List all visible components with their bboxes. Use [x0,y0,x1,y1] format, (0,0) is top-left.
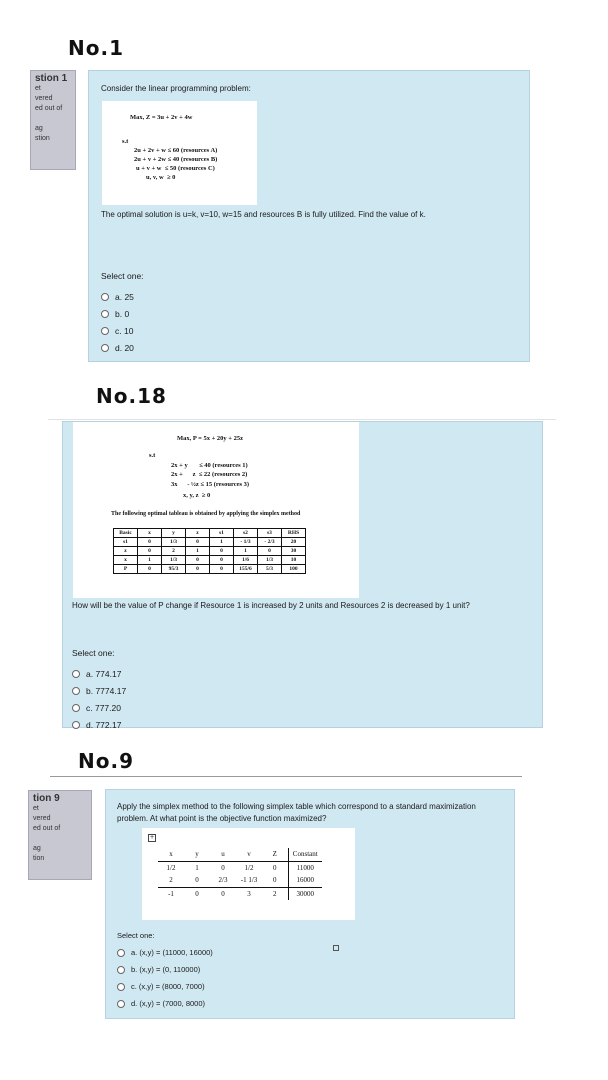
question-info-panel-1 [30,70,76,170]
table-cell: 0 [221,889,225,898]
question-statement: The optimal solution is u=k, v=10, w=15 and resources B is fully utilized. Find the value of k. [101,210,426,219]
option-label: d. (x,y) = (7000, 8000) [131,999,205,1008]
simplex-table-image [142,828,355,920]
optimal-tableau [113,528,306,574]
move-handle-icon[interactable]: + [149,834,155,841]
table-header-cell: s1 [210,529,234,538]
question-status-line: et [35,85,41,92]
option-label: c. (x,y) = (8000, 7000) [131,982,205,991]
option-label: d. 20 [115,342,134,353]
table-row [158,861,322,874]
question-panel-18 [62,421,543,728]
table-cell: 30 [282,547,306,556]
table-row [114,547,306,556]
question-status-line: vered [35,95,53,102]
option-label: d. 772.17 [86,719,122,730]
table-cell: x [114,556,138,565]
answer-options [117,931,213,1012]
table-header-cell: x [158,848,184,861]
table-cell: 1/3 [258,556,282,565]
table-cell: 0 [138,565,162,574]
table-header-cell: y [184,848,210,861]
table-cell: - 1/3 [234,538,258,547]
table-header-cell: y [162,529,186,538]
flag-question-link[interactable]: tion [33,855,45,862]
resize-handle-icon[interactable] [333,945,339,951]
table-cell: 0 [262,874,288,887]
answer-option-d[interactable] [117,995,213,1012]
flag-question-link[interactable]: stion [35,135,50,142]
option-label: a. (x,y) = (11000, 16000) [131,948,213,957]
table-cell: 0 [195,889,199,898]
table-cell: 30000 [296,889,314,898]
table-cell: 0 [221,863,225,872]
table-cell: 0 [138,538,162,547]
tableau-caption: The following optimal tableau is obtained by applying the simplex method [111,511,301,517]
answer-option-a[interactable] [117,944,213,961]
table-row [158,874,322,887]
table-cell: 1/2 [244,863,254,872]
table-header-cell: x [138,529,162,538]
table-header-cell: Basic [114,529,138,538]
table-cell: 2 [162,547,186,556]
radio-button[interactable] [72,704,80,712]
flag-question-link[interactable]: ag [35,125,43,132]
flag-question-link[interactable]: ag [33,845,41,852]
lp-objective: Max, P = 5x + 20y + 25z [177,435,243,442]
table-cell: 1 [234,547,258,556]
lp-st-label: s.t [122,138,129,145]
table-cell: 0 [186,565,210,574]
table-cell: 1 [210,538,234,547]
section-heading-9: No.9 [78,749,134,773]
option-label: b. (x,y) = (0, 110000) [131,965,201,974]
table-cell: 0 [186,538,210,547]
lp-objective: Max, Z = 3u + 2v + 4w [130,114,193,121]
table-header-cell: z [186,529,210,538]
table-header-cell: RHS [282,529,306,538]
table-row [114,556,306,565]
section-heading-18: No.18 [96,384,167,408]
table-header-cell: Z [262,848,288,861]
table-cell: 0 [262,861,288,874]
select-one-label: Select one: [101,271,144,281]
answer-options [72,648,126,733]
question-panel-9 [105,789,515,1019]
table-row [158,887,322,900]
lp-constraint: 2x + z ≤ 22 (resources 2) [171,471,248,478]
table-cell: P [114,565,138,574]
answer-option-c[interactable] [117,978,213,995]
answer-option-b[interactable] [101,305,144,322]
table-cell: 155/6 [234,565,258,574]
table-cell: -1 [168,889,174,898]
table-cell: 1 [186,547,210,556]
radio-button[interactable] [72,721,80,729]
table-cell: 0 [138,547,162,556]
answer-options [101,271,144,356]
table-row [114,538,306,547]
table-cell: 2 [262,887,288,900]
table-header-cell: u [210,848,236,861]
table-cell: z [114,547,138,556]
option-label: a. 774.17 [86,668,122,679]
question-number: stion 1 [35,73,68,84]
table-cell: 1/2 [166,863,176,872]
radio-button[interactable] [117,1000,125,1008]
answer-option-a[interactable] [72,665,126,682]
table-cell: -1 1/3 [236,874,262,887]
question-panel-1 [88,70,530,362]
table-cell: 95/3 [162,565,186,574]
lp-constraint: u + v + w ≤ 50 (resources C) [136,165,215,172]
table-cell: 2 [158,874,184,887]
table-header-cell: v [236,848,262,861]
table-cell: 1/6 [234,556,258,565]
radio-button[interactable] [72,670,80,678]
question-status-line: ed out of [33,825,61,832]
table-cell: 2/3 [210,874,236,887]
table-cell: 0 [186,556,210,565]
question-prompt: Consider the linear programming problem: [101,84,251,93]
question-info-panel-9 [28,790,92,880]
radio-button[interactable] [101,344,109,352]
table-cell: 100 [282,565,306,574]
table-cell: 1 [138,556,162,565]
question-status-line [33,834,89,844]
table-cell: 1/3 [162,556,186,565]
table-cell: 16000 [288,874,322,887]
answer-option-d[interactable] [72,716,126,733]
radio-button[interactable] [101,293,109,301]
question-status-line: et [33,805,39,812]
simplex-table [158,848,322,900]
option-label: b. 7774.17 [86,685,127,696]
option-label: b. 0 [115,308,130,319]
table-cell: 1/3 [162,538,186,547]
lp-constraint: 3x - ½z ≤ 15 (resources 3) [171,481,250,488]
table-cell: 0 [258,547,282,556]
answer-option-b[interactable] [72,682,126,699]
table-header-cell: s2 [234,529,258,538]
question-statement: How will be the value of P change if Resource 1 is increased by 2 units and Resources 2 is decreased by 1 unit? [72,601,470,610]
question-status-line: vered [33,815,51,822]
question-prompt: Apply the simplex method to the following simplex table which correspond to a standard maximization problem. At what point is the objective function maximized? [117,802,476,823]
table-cell: 0 [210,547,234,556]
lp-constraint: 2u + v + 2w ≤ 40 (resources B) [134,156,218,163]
question-number: tion 9 [33,793,60,804]
table-cell: 5/3 [258,565,282,574]
table-cell: 11000 [296,863,314,872]
answer-option-d[interactable] [101,339,144,356]
question-status-line: ed out of [35,105,63,112]
radio-button[interactable] [117,966,125,974]
table-row [158,848,322,861]
select-one-label: Select one: [72,648,115,658]
section-divider [48,419,556,420]
lp-constraint: u, v, w ≥ 0 [146,174,176,181]
radio-button[interactable] [117,983,125,991]
table-cell: s1 [114,538,138,547]
select-one-label: Select one: [117,931,155,940]
table-cell: 0 [184,874,210,887]
radio-button[interactable] [72,687,80,695]
table-cell: 0 [210,565,234,574]
lp-constraint: 2u + 2v + w ≤ 60 (resources A) [134,147,218,154]
section-divider [50,776,522,777]
option-label: c. 10 [115,325,134,336]
table-cell: 3 [247,889,251,898]
section-heading-1: No.1 [68,36,124,60]
table-header-cell: Constant [288,848,322,861]
table-cell: - 2/3 [258,538,282,547]
radio-button[interactable] [101,310,109,318]
table-cell: 0 [210,556,234,565]
question-status-line [35,114,73,124]
answer-option-c[interactable] [101,322,144,339]
lp-constraint: x, y, z ≥ 0 [183,492,211,499]
radio-button[interactable] [101,327,109,335]
table-cell: 10 [282,556,306,565]
table-row [114,529,306,538]
table-cell: 20 [282,538,306,547]
lp-st-label: s.t [149,452,156,459]
lp-problem-image [102,101,257,205]
option-label: c. 777.20 [86,702,121,713]
radio-button[interactable] [117,949,125,957]
table-cell: 1 [195,863,199,872]
answer-option-b[interactable] [117,961,213,978]
lp-constraint: 2x + y ≤ 40 (resources 1) [171,462,248,469]
table-header-cell: s3 [258,529,282,538]
answer-option-c[interactable] [72,699,126,716]
lp-tableau-image [73,422,359,598]
answer-option-a[interactable] [101,288,144,305]
table-row [114,565,306,574]
option-label: a. 25 [115,291,134,302]
